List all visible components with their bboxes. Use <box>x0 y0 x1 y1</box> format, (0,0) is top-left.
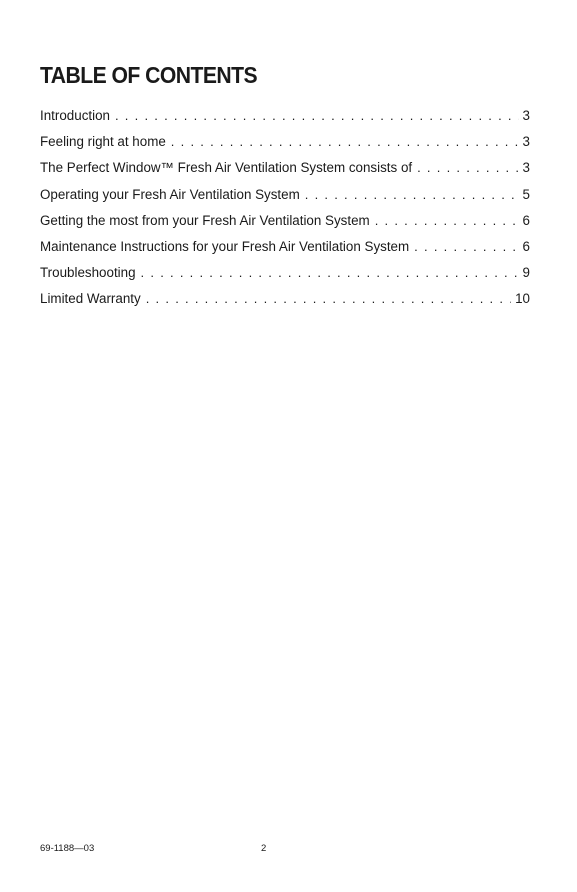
toc-entry-maintenance[interactable] <box>40 237 530 263</box>
toc-entry-page: 5 <box>522 186 530 202</box>
footer-page-number: 2 <box>261 843 267 854</box>
dot-leader <box>417 158 518 178</box>
toc-entry-label: Limited Warranty <box>40 291 141 307</box>
dot-leader <box>305 185 519 205</box>
toc-entry-label: Operating your Fresh Air Ventilation System <box>40 186 300 202</box>
dot-leader <box>375 211 519 231</box>
toc-entry-label: The Perfect Window™ Fresh Air Ventilation System consists of <box>40 160 413 176</box>
dot-leader <box>171 132 519 152</box>
dot-leader <box>141 263 519 283</box>
toc-entry-page: 3 <box>522 160 530 176</box>
toc-entry-operating[interactable] <box>40 185 530 211</box>
toc-entry-page: 6 <box>522 212 530 228</box>
toc-entry-limited-warranty[interactable] <box>40 289 530 315</box>
toc-entry-page: 10 <box>515 291 530 307</box>
dot-leader <box>115 106 519 126</box>
page-title: TABLE OF CONTENTS <box>40 62 258 88</box>
toc-entry-label: Troubleshooting <box>40 265 136 281</box>
document-code: 69-1188—03 <box>40 843 95 854</box>
toc-entry-label: Introduction <box>40 108 110 123</box>
toc-entry-page: 3 <box>522 108 530 123</box>
toc-entry-page: 9 <box>522 265 530 281</box>
toc-entry-page: 3 <box>522 134 530 150</box>
toc-entry-system-consists-of[interactable] <box>40 158 530 184</box>
toc-entry-label: Maintenance Instructions for your Fresh Air Ventilation System <box>40 238 410 254</box>
dot-leader <box>146 289 511 309</box>
dot-leader <box>414 237 518 257</box>
toc-entry-troubleshooting[interactable] <box>40 263 530 289</box>
toc-entry-page: 6 <box>522 238 530 254</box>
table-of-contents <box>40 106 530 316</box>
toc-entry-feeling-right-at-home[interactable] <box>40 132 530 158</box>
toc-entry-label: Feeling right at home <box>40 134 166 150</box>
toc-entry-label: Getting the most from your Fresh Air Ventilation System <box>40 212 370 228</box>
toc-entry-introduction[interactable] <box>40 106 530 132</box>
toc-entry-getting-the-most[interactable] <box>40 211 530 237</box>
